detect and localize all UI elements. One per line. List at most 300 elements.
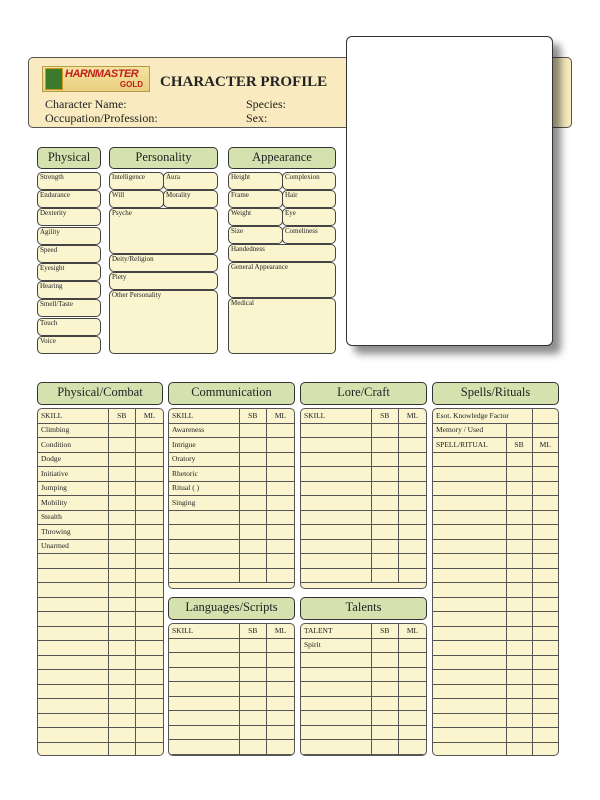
sb-cell[interactable]: [239, 438, 267, 453]
spell-cell[interactable]: [433, 742, 506, 756]
skill-cell[interactable]: [38, 728, 108, 743]
sb-cell[interactable]: [108, 742, 136, 756]
spell-cell[interactable]: [433, 452, 506, 467]
complexion-field[interactable]: Complexion: [282, 172, 336, 190]
skill-cell[interactable]: [301, 653, 371, 668]
skill-cell[interactable]: Intrigue: [169, 438, 239, 453]
ml-cell[interactable]: [267, 638, 295, 653]
sb-cell[interactable]: [371, 638, 399, 653]
skill-cell[interactable]: [301, 568, 371, 583]
ml-cell[interactable]: [136, 641, 164, 656]
sb-cell[interactable]: [108, 597, 136, 612]
skill-cell[interactable]: [301, 682, 371, 697]
sb-cell[interactable]: [108, 496, 136, 511]
sb-cell[interactable]: [506, 510, 532, 525]
skill-cell[interactable]: Rhetoric: [169, 467, 239, 482]
ml-cell[interactable]: [136, 452, 164, 467]
ml-cell[interactable]: [267, 682, 295, 697]
table-row: [433, 481, 558, 496]
ml-cell[interactable]: [532, 641, 558, 656]
ml-cell[interactable]: [136, 568, 164, 583]
skill-cell[interactable]: Spirit: [301, 638, 371, 653]
sb-cell[interactable]: [371, 481, 399, 496]
skill-cell[interactable]: [301, 481, 371, 496]
talents-table: [300, 623, 427, 756]
skill-cell[interactable]: [169, 667, 239, 682]
sb-cell[interactable]: [108, 525, 136, 540]
ml-cell[interactable]: [136, 713, 164, 728]
spell-cell[interactable]: [433, 641, 506, 656]
ml-cell[interactable]: [136, 742, 164, 756]
table-header-row: [433, 438, 558, 453]
ml-cell[interactable]: [532, 699, 558, 714]
ml-cell[interactable]: [399, 568, 427, 583]
ml-cell[interactable]: [267, 539, 295, 554]
skill-cell[interactable]: [301, 711, 371, 726]
sb-cell[interactable]: [108, 510, 136, 525]
table-row: [38, 583, 163, 598]
physical-field[interactable]: Agility: [37, 227, 101, 245]
skill-cell[interactable]: [301, 525, 371, 540]
sb-cell[interactable]: [108, 728, 136, 743]
sb-cell[interactable]: [239, 481, 267, 496]
sb-cell[interactable]: [239, 711, 267, 726]
sb-cell[interactable]: [108, 626, 136, 641]
sb-cell[interactable]: [108, 612, 136, 627]
ml-cell[interactable]: [532, 612, 558, 627]
physical-field[interactable]: Dexterity: [37, 208, 101, 226]
skill-cell[interactable]: [169, 725, 239, 740]
skill-cell[interactable]: [38, 568, 108, 583]
sb-cell[interactable]: [506, 670, 532, 685]
ml-cell[interactable]: [532, 670, 558, 685]
spell-cell[interactable]: [433, 684, 506, 699]
physical-field[interactable]: Smell/Taste: [37, 299, 101, 317]
ml-cell[interactable]: [267, 525, 295, 540]
eye-field[interactable]: Eye: [282, 208, 336, 226]
skill-cell[interactable]: [301, 423, 371, 438]
skill-cell[interactable]: [301, 539, 371, 554]
ml-cell[interactable]: [532, 510, 558, 525]
sb-cell[interactable]: [506, 655, 532, 670]
physical-field[interactable]: Hearing: [37, 281, 101, 299]
will-field[interactable]: Will: [109, 190, 164, 208]
sb-cell[interactable]: [371, 452, 399, 467]
hair-field[interactable]: Hair: [282, 190, 336, 208]
skill-cell[interactable]: [38, 597, 108, 612]
ml-cell[interactable]: [267, 481, 295, 496]
sb-cell[interactable]: [506, 452, 532, 467]
sb-cell[interactable]: [108, 583, 136, 598]
skill-cell[interactable]: Condition: [38, 438, 108, 453]
ml-cell[interactable]: [267, 467, 295, 482]
sb-cell[interactable]: [108, 655, 136, 670]
skill-cell[interactable]: [38, 655, 108, 670]
sb-cell[interactable]: [239, 638, 267, 653]
spell-cell[interactable]: [433, 728, 506, 743]
table-header-row: [169, 624, 294, 638]
sb-cell[interactable]: [371, 510, 399, 525]
skill-cell[interactable]: [38, 699, 108, 714]
sb-cell[interactable]: [239, 696, 267, 711]
sb-cell[interactable]: [239, 510, 267, 525]
sb-cell[interactable]: [371, 438, 399, 453]
portrait-box[interactable]: [346, 36, 553, 346]
ml-cell[interactable]: [532, 742, 558, 756]
sb-cell[interactable]: [371, 653, 399, 668]
ml-cell[interactable]: [136, 525, 164, 540]
sb-cell[interactable]: [108, 713, 136, 728]
ml-cell[interactable]: [136, 481, 164, 496]
morality-field[interactable]: Morality: [163, 190, 218, 208]
handedness-field[interactable]: Handedness: [228, 244, 336, 262]
skill-cell[interactable]: [38, 713, 108, 728]
sb-cell[interactable]: [108, 684, 136, 699]
skill-cell[interactable]: [38, 742, 108, 756]
ml-cell[interactable]: [399, 667, 427, 682]
ml-cell[interactable]: [399, 711, 427, 726]
sb-cell[interactable]: [108, 452, 136, 467]
skill-cell[interactable]: [38, 670, 108, 685]
skill-cell[interactable]: [169, 510, 239, 525]
ml-cell[interactable]: [267, 510, 295, 525]
skill-cell[interactable]: [301, 725, 371, 740]
sb-cell[interactable]: [506, 684, 532, 699]
skill-cell[interactable]: [301, 496, 371, 511]
sex-label: Sex:: [246, 111, 268, 125]
sb-cell[interactable]: [239, 539, 267, 554]
sb-cell[interactable]: [371, 725, 399, 740]
sb-cell[interactable]: [506, 713, 532, 728]
table-header-row: [301, 624, 426, 638]
ml-cell[interactable]: [399, 525, 427, 540]
sb-cell[interactable]: [371, 423, 399, 438]
sb-cell[interactable]: [108, 641, 136, 656]
ml-cell[interactable]: [399, 438, 427, 453]
skill-cell[interactable]: [169, 711, 239, 726]
sb-cell[interactable]: [506, 728, 532, 743]
skill-cell[interactable]: Oratory: [169, 452, 239, 467]
skill-cell[interactable]: Climbing: [38, 423, 108, 438]
physical-field[interactable]: Strength: [37, 172, 101, 190]
skill-cell[interactable]: Mobility: [38, 496, 108, 511]
ml-cell[interactable]: [399, 423, 427, 438]
spell-cell[interactable]: [433, 612, 506, 627]
sb-cell[interactable]: [371, 740, 399, 755]
ml-cell[interactable]: [399, 539, 427, 554]
skill-cell[interactable]: [38, 626, 108, 641]
ml-cell[interactable]: [136, 554, 164, 569]
sb-cell[interactable]: [506, 554, 532, 569]
sb-cell[interactable]: [108, 539, 136, 554]
table-row: [433, 539, 558, 554]
spell-cell[interactable]: [433, 699, 506, 714]
sb-cell[interactable]: [506, 539, 532, 554]
skill-cell[interactable]: Stealth: [38, 510, 108, 525]
sb-cell[interactable]: [506, 583, 532, 598]
ml-cell[interactable]: [267, 423, 295, 438]
medical-field[interactable]: Medical: [228, 298, 336, 354]
skill-cell[interactable]: [169, 638, 239, 653]
skill-cell[interactable]: Throwing: [38, 525, 108, 540]
table-row: [169, 653, 294, 668]
table-row: [38, 597, 163, 612]
physical-field[interactable]: Speed: [37, 245, 101, 263]
spell-cell[interactable]: [433, 597, 506, 612]
skill-cell[interactable]: Awareness: [169, 423, 239, 438]
skill-cell[interactable]: [169, 554, 239, 569]
height-field[interactable]: Height: [228, 172, 283, 190]
sb-cell[interactable]: [371, 682, 399, 697]
sb-cell[interactable]: [239, 740, 267, 755]
aura-field[interactable]: Aura: [163, 172, 218, 190]
sb-cell[interactable]: [108, 568, 136, 583]
skill-cell[interactable]: [38, 641, 108, 656]
skill-cell[interactable]: [38, 612, 108, 627]
skill-cell[interactable]: Dodge: [38, 452, 108, 467]
physical-field[interactable]: Eyesight: [37, 263, 101, 281]
sb-cell[interactable]: [506, 641, 532, 656]
spell-cell[interactable]: [433, 655, 506, 670]
ml-cell[interactable]: [136, 699, 164, 714]
sb-cell[interactable]: [239, 525, 267, 540]
ml-cell[interactable]: [267, 568, 295, 583]
sb-cell[interactable]: [108, 438, 136, 453]
ml-cell[interactable]: [532, 583, 558, 598]
sb-cell[interactable]: [108, 467, 136, 482]
physical-field[interactable]: Touch: [37, 318, 101, 336]
ml-cell[interactable]: [399, 481, 427, 496]
ml-cell[interactable]: [267, 554, 295, 569]
species-label: Species:: [246, 97, 286, 111]
ml-cell[interactable]: [267, 452, 295, 467]
ekf-value[interactable]: [532, 409, 558, 423]
sb-cell[interactable]: [506, 626, 532, 641]
skill-cell[interactable]: [301, 696, 371, 711]
sb-cell[interactable]: [506, 597, 532, 612]
logo-sub: GOLD: [119, 80, 143, 89]
general-appearance-field[interactable]: General Appearance: [228, 262, 336, 298]
sb-cell[interactable]: [239, 467, 267, 482]
sb-cell[interactable]: [371, 525, 399, 540]
spell-cell[interactable]: [433, 481, 506, 496]
sb-cell[interactable]: [371, 696, 399, 711]
sb-cell[interactable]: [108, 670, 136, 685]
ml-cell[interactable]: [136, 467, 164, 482]
psyche-field[interactable]: Psyche: [109, 208, 218, 254]
ml-cell[interactable]: [399, 496, 427, 511]
frame-field[interactable]: Frame: [228, 190, 283, 208]
ml-cell[interactable]: [399, 510, 427, 525]
ml-cell[interactable]: [532, 597, 558, 612]
ml-cell[interactable]: [532, 525, 558, 540]
skill-cell[interactable]: Jumping: [38, 481, 108, 496]
ml-cell[interactable]: [136, 496, 164, 511]
sb-cell[interactable]: [506, 699, 532, 714]
skill-cell[interactable]: [38, 554, 108, 569]
memory-value[interactable]: [506, 423, 532, 438]
sb-cell[interactable]: [239, 554, 267, 569]
sb-cell[interactable]: [506, 612, 532, 627]
ml-cell[interactable]: [136, 728, 164, 743]
sb-cell[interactable]: [108, 699, 136, 714]
ml-cell[interactable]: [399, 554, 427, 569]
sb-cell[interactable]: [108, 423, 136, 438]
ml-cell[interactable]: [267, 667, 295, 682]
skill-cell[interactable]: [301, 740, 371, 755]
skill-cell[interactable]: [169, 682, 239, 697]
spell-cell[interactable]: [433, 525, 506, 540]
ml-cell[interactable]: [267, 711, 295, 726]
sb-cell[interactable]: [506, 568, 532, 583]
used-value[interactable]: [532, 423, 558, 438]
sb-cell[interactable]: [239, 682, 267, 697]
sb-cell[interactable]: [506, 525, 532, 540]
sb-cell[interactable]: [239, 452, 267, 467]
skill-cell[interactable]: [169, 740, 239, 755]
sb-cell[interactable]: [239, 653, 267, 668]
size-field[interactable]: Size: [228, 226, 283, 244]
ml-cell[interactable]: [532, 713, 558, 728]
ml-cell[interactable]: [267, 696, 295, 711]
skill-cell[interactable]: [169, 696, 239, 711]
ml-cell[interactable]: [399, 696, 427, 711]
ml-cell[interactable]: [267, 496, 295, 511]
ml-cell[interactable]: [136, 670, 164, 685]
sb-cell[interactable]: [108, 554, 136, 569]
ml-cell[interactable]: [532, 626, 558, 641]
spell-cell[interactable]: [433, 583, 506, 598]
sb-cell[interactable]: [506, 496, 532, 511]
spell-cell[interactable]: [433, 554, 506, 569]
ml-cell[interactable]: [136, 583, 164, 598]
table-row: [301, 467, 426, 482]
deity-field[interactable]: Deity/Religion: [109, 254, 218, 272]
table-row: [433, 583, 558, 598]
ml-cell[interactable]: [399, 740, 427, 755]
ml-cell[interactable]: [136, 684, 164, 699]
ml-cell[interactable]: [399, 638, 427, 653]
sb-cell[interactable]: [371, 568, 399, 583]
ml-cell[interactable]: [532, 539, 558, 554]
skill-cell[interactable]: [301, 554, 371, 569]
sb-cell[interactable]: [371, 667, 399, 682]
ml-cell[interactable]: [532, 554, 558, 569]
ml-cell[interactable]: [136, 539, 164, 554]
ml-cell[interactable]: [136, 597, 164, 612]
sb-cell[interactable]: [506, 481, 532, 496]
table-row: [301, 496, 426, 511]
table-row: [38, 699, 163, 714]
spell-cell[interactable]: [433, 539, 506, 554]
sb-cell[interactable]: [371, 467, 399, 482]
ml-cell[interactable]: [136, 626, 164, 641]
ml-cell[interactable]: [267, 438, 295, 453]
table-row: [169, 438, 294, 453]
skill-cell[interactable]: Initiative: [38, 467, 108, 482]
ml-cell[interactable]: [532, 481, 558, 496]
ml-cell[interactable]: [399, 725, 427, 740]
sb-cell[interactable]: [108, 481, 136, 496]
sb-cell[interactable]: [506, 742, 532, 756]
sb-cell[interactable]: [371, 711, 399, 726]
skill-cell[interactable]: [301, 510, 371, 525]
spell-cell[interactable]: [433, 713, 506, 728]
physical-field[interactable]: Endurance: [37, 190, 101, 208]
ml-cell[interactable]: [267, 653, 295, 668]
ml-cell[interactable]: [399, 467, 427, 482]
col-ml: ML: [136, 409, 164, 423]
skill-cell[interactable]: [169, 568, 239, 583]
ml-cell[interactable]: [136, 655, 164, 670]
ml-cell[interactable]: [399, 653, 427, 668]
spell-cell[interactable]: [433, 467, 506, 482]
spell-cell[interactable]: [433, 670, 506, 685]
intelligence-field[interactable]: Intelligence: [109, 172, 164, 190]
ml-cell[interactable]: [136, 510, 164, 525]
ml-cell[interactable]: [136, 612, 164, 627]
ml-cell[interactable]: [267, 740, 295, 755]
sb-cell[interactable]: [239, 496, 267, 511]
spell-cell[interactable]: [433, 626, 506, 641]
skill-cell[interactable]: Singing: [169, 496, 239, 511]
spell-cell[interactable]: [433, 496, 506, 511]
table-row: [38, 496, 163, 511]
sb-cell[interactable]: [239, 568, 267, 583]
comeliness-field[interactable]: Comeliness: [282, 226, 336, 244]
skill-cell[interactable]: Unarmed: [38, 539, 108, 554]
skill-cell[interactable]: [38, 583, 108, 598]
piety-field[interactable]: Piety: [109, 272, 218, 290]
ml-cell[interactable]: [399, 452, 427, 467]
ml-cell[interactable]: [267, 725, 295, 740]
physical-field[interactable]: Voice: [37, 336, 101, 354]
ml-cell[interactable]: [532, 467, 558, 482]
sb-cell[interactable]: [371, 496, 399, 511]
ml-cell[interactable]: [399, 682, 427, 697]
ml-cell[interactable]: [532, 452, 558, 467]
ml-cell[interactable]: [532, 568, 558, 583]
sb-cell[interactable]: [239, 423, 267, 438]
sb-cell[interactable]: [371, 554, 399, 569]
table-row: [169, 496, 294, 511]
skill-cell[interactable]: [169, 653, 239, 668]
sb-cell[interactable]: [239, 667, 267, 682]
sb-cell[interactable]: [506, 467, 532, 482]
ml-cell[interactable]: [136, 438, 164, 453]
skill-cell[interactable]: [301, 667, 371, 682]
spell-cell[interactable]: [433, 510, 506, 525]
ml-cell[interactable]: [532, 655, 558, 670]
ml-cell[interactable]: [136, 423, 164, 438]
skill-cell[interactable]: [169, 525, 239, 540]
weight-field[interactable]: Weight: [228, 208, 283, 226]
other-personality-field[interactable]: Other Personality: [109, 290, 218, 354]
spell-cell[interactable]: [433, 568, 506, 583]
skill-cell[interactable]: [169, 539, 239, 554]
skill-cell[interactable]: [301, 467, 371, 482]
skill-cell[interactable]: [301, 452, 371, 467]
sb-cell[interactable]: [239, 725, 267, 740]
skill-cell[interactable]: [301, 438, 371, 453]
col-ml: ML: [399, 624, 427, 638]
skill-cell[interactable]: [38, 684, 108, 699]
sb-cell[interactable]: [371, 539, 399, 554]
ml-cell[interactable]: [532, 684, 558, 699]
skill-cell[interactable]: Ritual ( ): [169, 481, 239, 496]
ml-cell[interactable]: [532, 496, 558, 511]
ml-cell[interactable]: [532, 728, 558, 743]
